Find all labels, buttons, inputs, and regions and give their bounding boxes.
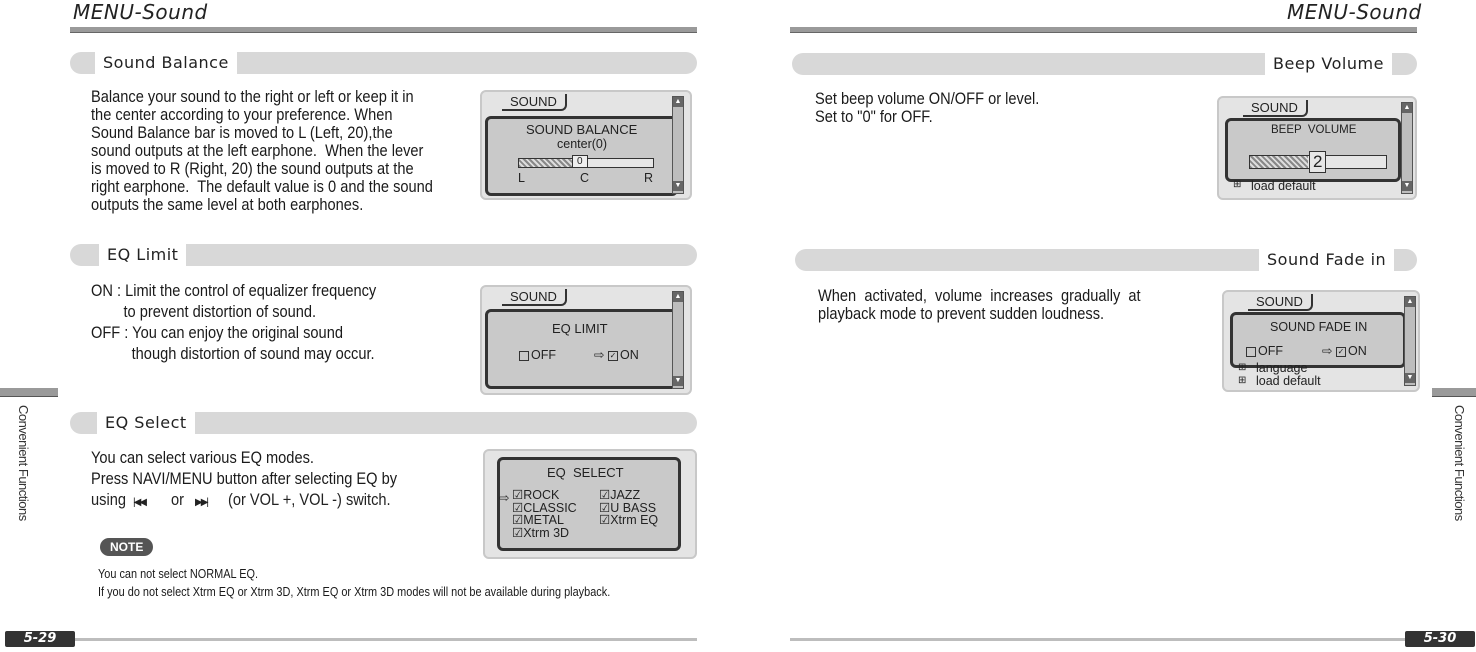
scrollbar xyxy=(672,96,684,194)
eq-limit-screen xyxy=(480,285,692,395)
right-side-tab xyxy=(1432,388,1476,397)
scroll-up-icon: ▲ xyxy=(1406,298,1414,305)
eq-select-screen xyxy=(483,449,697,559)
left-side-label: Convenient Functions xyxy=(16,405,31,521)
screen-tab: SOUND xyxy=(1243,100,1308,117)
left-side-tab xyxy=(0,388,58,397)
arrow-pointer-icon: ⇨ xyxy=(499,491,510,505)
note-line-2: If you do not select Xtrm EQ or Xtrm 3D, Xtrm EQ or Xtrm 3D modes will not be available during playback. xyxy=(98,584,611,599)
left-page-header: MENU-Sound xyxy=(73,0,208,24)
left-footer-rule xyxy=(72,638,697,641)
eq-select-line1: You can select various EQ modes. xyxy=(91,448,314,467)
load-default-label: load default xyxy=(1251,179,1316,193)
checkbox-icon: ☑ xyxy=(512,488,524,502)
screen-title: BEEP VOLUME xyxy=(1271,124,1357,136)
fade-on: ON xyxy=(1348,344,1367,358)
eq-limit-off: OFF xyxy=(531,348,556,362)
sound-balance-screen xyxy=(480,90,692,200)
checkbox-icon xyxy=(519,351,529,361)
list-item: ☑METAL xyxy=(512,513,564,527)
list-item: ☑Xtrm EQ xyxy=(599,513,659,527)
list-item: ☑CLASSIC xyxy=(512,500,577,515)
screen-subtitle: center(0) xyxy=(557,137,608,151)
sound-balance-title: Sound Balance xyxy=(95,52,237,74)
screen-tab: SOUND xyxy=(1248,294,1313,311)
checkbox-icon: ☑ xyxy=(599,488,611,502)
eq-select-line3 xyxy=(91,490,391,509)
right-page-number: 5-30 xyxy=(1405,631,1475,647)
eq-limit-title: EQ Limit xyxy=(99,244,186,266)
eq-left-list xyxy=(512,489,577,539)
screen-tab: SOUND xyxy=(502,289,567,306)
list-item: ☑ROCK xyxy=(512,488,560,502)
screen-title: SOUND FADE IN xyxy=(1270,320,1368,334)
eq-limit-on: ON xyxy=(620,348,639,362)
checkbox-icon: ☑ xyxy=(599,513,611,527)
arrow-pointer-icon: ⇨ xyxy=(1322,344,1333,358)
load-default-label: load default xyxy=(1256,374,1321,388)
sound-fade-screen xyxy=(1222,290,1420,392)
plus-box-icon: ⊞ xyxy=(1238,362,1247,373)
eq-select-or: or xyxy=(171,490,185,509)
note-line-1: You can not select NORMAL EQ. xyxy=(98,566,259,581)
list-item: ☑Xtrm 3D xyxy=(512,525,570,540)
screen-title: SOUND BALANCE xyxy=(526,122,638,137)
scrollbar xyxy=(672,291,684,389)
eq-limit-text: ON : Limit the control of equalizer frequency to prevent distortion of sound. OFF : You can enjoy the original sound though distortion of sound may occur. xyxy=(91,281,377,363)
balance-left-label: L xyxy=(518,171,525,185)
plus-box-icon: ⊞ xyxy=(1233,179,1242,190)
right-page-header: MENU-Sound xyxy=(1287,0,1422,24)
arrow-pointer-icon: ⇨ xyxy=(594,348,605,362)
checkbox-icon: ✓ xyxy=(609,351,617,360)
list-item: ☑U BASS xyxy=(599,500,657,515)
beep-volume-text: Set beep volume ON/OFF or level. Set to "0" for OFF. xyxy=(815,89,1040,126)
left-page-number: 5-29 xyxy=(5,631,75,647)
scroll-up-icon: ▲ xyxy=(674,293,682,300)
skip-forward-icon: ▶▶| xyxy=(195,497,207,508)
beep-volume-title: Beep Volume xyxy=(1265,53,1392,75)
eq-right-list xyxy=(599,489,658,527)
right-footer-rule xyxy=(790,638,1418,641)
fade-off: OFF xyxy=(1258,344,1283,358)
beep-volume-screen xyxy=(1217,96,1417,200)
balance-right-label: R xyxy=(644,171,654,185)
eq-select-title: EQ Select xyxy=(97,412,195,434)
checkbox-icon xyxy=(1246,347,1256,357)
left-header-rule xyxy=(70,27,697,33)
scroll-down-icon: ▼ xyxy=(674,377,682,384)
checkbox-icon: ☑ xyxy=(599,500,611,515)
scroll-down-icon: ▼ xyxy=(674,182,682,189)
sound-fade-title: Sound Fade in xyxy=(1259,249,1394,271)
screen-title: EQ LIMIT xyxy=(552,321,608,336)
balance-center-label: C xyxy=(580,171,590,185)
beep-value: 2 xyxy=(1309,151,1326,173)
scroll-down-icon: ▼ xyxy=(1403,182,1411,189)
sound-fade-text: When activated, volume increases gradually at playback mode to prevent sudden loudness. xyxy=(818,286,1141,323)
checkbox-icon: ☑ xyxy=(512,500,524,515)
checkbox-icon: ☑ xyxy=(512,513,524,527)
language-label: language xyxy=(1256,361,1308,375)
eq-select-using: using xyxy=(91,490,126,509)
right-header-rule xyxy=(790,27,1417,33)
scroll-up-icon: ▲ xyxy=(674,98,682,105)
checkbox-icon: ☑ xyxy=(512,525,524,540)
plus-box-icon: ⊞ xyxy=(1238,375,1247,386)
list-item: ☑JAZZ xyxy=(599,488,641,502)
scroll-down-icon: ▼ xyxy=(1406,374,1414,381)
eq-select-line2: Press NAVI/MENU button after selecting EQ by xyxy=(91,469,398,488)
skip-back-icon: |◀◀ xyxy=(133,497,145,508)
sound-balance-text: Balance your sound to the right or left or keep it in the center according to your preference. When Sound Balance bar is moved to L (Left, 20),the sound outputs at the left earphone. When the lever is moved to R (Right, 20) the sound outputs at the right earphone. The default value is 0 and the sound outputs the same level at both earphones. xyxy=(91,87,433,214)
note-badge: NOTE xyxy=(100,538,153,556)
right-side-label: Convenient Functions xyxy=(1452,405,1467,521)
screen-title: EQ SELECT xyxy=(547,465,624,480)
scroll-up-icon: ▲ xyxy=(1403,104,1411,111)
balance-value: 0 xyxy=(572,155,588,168)
checkbox-icon: ✓ xyxy=(1337,347,1345,356)
screen-tab: SOUND xyxy=(502,94,567,111)
eq-select-tail: (or VOL +, VOL -) switch. xyxy=(228,490,391,509)
